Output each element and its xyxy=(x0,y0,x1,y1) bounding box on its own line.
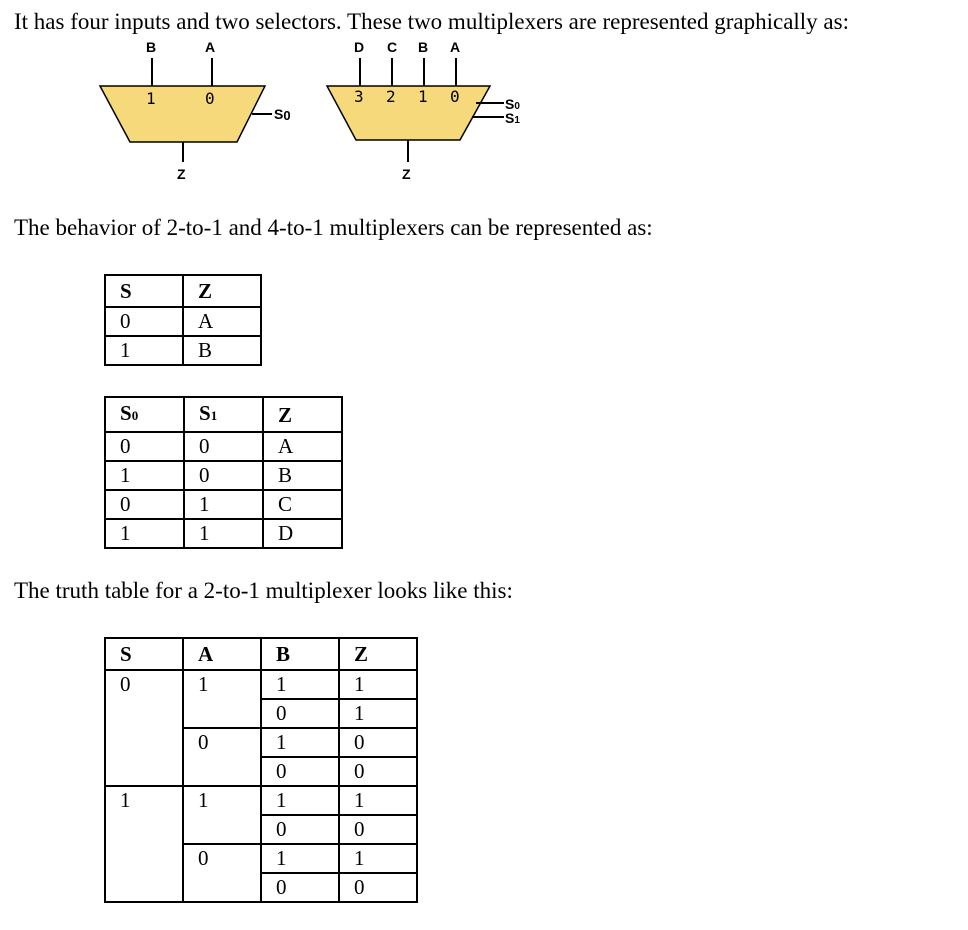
header-z: Z xyxy=(263,397,342,432)
mux4-input-d-label: D xyxy=(354,39,365,55)
cell-b: 1 xyxy=(261,670,339,699)
cell-s: 1 xyxy=(105,786,183,902)
table-row xyxy=(105,490,342,519)
mux-4to1 xyxy=(327,39,520,182)
cell-b: 0 xyxy=(261,699,339,728)
mux-diagram xyxy=(0,0,968,200)
cell-s: 1 xyxy=(105,336,183,365)
mux2-port-0: 0 xyxy=(205,89,215,108)
cell-s0: 0 xyxy=(105,432,184,461)
cell-b: 1 xyxy=(261,728,339,757)
cell-a: 0 xyxy=(183,844,261,902)
mux4-port-3: 3 xyxy=(354,87,364,106)
cell-z: 0 xyxy=(339,815,417,844)
mux2-input-b-label: B xyxy=(146,39,157,55)
cell-s1: 0 xyxy=(184,461,263,490)
cell-s1: 1 xyxy=(184,490,263,519)
cell-z: A xyxy=(263,432,342,461)
cell-z: B xyxy=(183,336,261,365)
mux4-select1-label: S1 xyxy=(505,110,520,126)
header-a: A xyxy=(183,638,261,670)
table-row xyxy=(105,307,261,336)
cell-z: 1 xyxy=(339,670,417,699)
cell-b: 0 xyxy=(261,815,339,844)
mux4-input-b-label: B xyxy=(418,39,429,55)
cell-z: A xyxy=(183,307,261,336)
mux4-output-label: Z xyxy=(402,166,411,182)
cell-b: 1 xyxy=(261,786,339,815)
cell-s1: 1 xyxy=(184,519,263,548)
mux4-port-1: 1 xyxy=(418,87,428,106)
mux4-port-2: 2 xyxy=(386,87,396,106)
table-row xyxy=(105,670,417,699)
mux2-select-label: S0 xyxy=(274,106,291,123)
cell-z: 0 xyxy=(339,873,417,902)
cell-s1: 0 xyxy=(184,432,263,461)
cell-b: 1 xyxy=(261,844,339,873)
table-row xyxy=(105,786,417,815)
table-header-row xyxy=(105,397,342,432)
table-row xyxy=(105,336,261,365)
mux4-input-a-label: A xyxy=(450,39,461,55)
mux4-body xyxy=(327,86,490,140)
cell-b: 0 xyxy=(261,873,339,902)
truth-table-2to1 xyxy=(104,637,418,903)
truth-table-paragraph: The truth table for a 2-to-1 multiplexer looks like this: xyxy=(14,578,513,603)
table-4to1-behavior xyxy=(104,396,343,549)
header-b: B xyxy=(261,638,339,670)
header-z: Z xyxy=(339,638,417,670)
mux2-input-a-label: A xyxy=(205,39,216,55)
cell-a: 0 xyxy=(183,728,261,786)
cell-s: 0 xyxy=(105,307,183,336)
header-s: S xyxy=(105,638,183,670)
cell-b: 0 xyxy=(261,757,339,786)
mux4-input-c-label: C xyxy=(387,39,398,55)
cell-z: C xyxy=(263,490,342,519)
cell-s0: 1 xyxy=(105,461,184,490)
header-s0: S0 xyxy=(105,397,184,432)
cell-a: 1 xyxy=(183,670,261,728)
cell-s0: 0 xyxy=(105,490,184,519)
table-row xyxy=(105,519,342,548)
cell-z: 0 xyxy=(339,728,417,757)
cell-z: 1 xyxy=(339,786,417,815)
cell-z: D xyxy=(263,519,342,548)
mux2-output-label: Z xyxy=(177,166,186,182)
mux2-body xyxy=(100,86,265,142)
table-header-row xyxy=(105,275,261,307)
cell-a: 1 xyxy=(183,786,261,844)
cell-z: 0 xyxy=(339,757,417,786)
mux4-select0-label: S0 xyxy=(505,96,520,112)
cell-s0: 1 xyxy=(105,519,184,548)
cell-z: 1 xyxy=(339,844,417,873)
cell-z: 1 xyxy=(339,699,417,728)
table-2to1-behavior xyxy=(104,274,262,366)
header-s1: S1 xyxy=(184,397,263,432)
mux-2to1 xyxy=(100,39,291,182)
header-s: S xyxy=(105,275,183,307)
cell-s: 0 xyxy=(105,670,183,786)
cell-z: B xyxy=(263,461,342,490)
header-z: Z xyxy=(183,275,261,307)
table-row xyxy=(105,461,342,490)
table-row xyxy=(105,432,342,461)
mux2-port-1: 1 xyxy=(146,89,156,108)
intro-paragraph: It has four inputs and two selectors. These two multiplexers are represented graphically as: xyxy=(14,9,849,34)
behavior-paragraph: The behavior of 2-to-1 and 4-to-1 multiplexers can be represented as: xyxy=(14,215,653,240)
table-header-row xyxy=(105,638,417,670)
mux4-port-0: 0 xyxy=(450,87,460,106)
